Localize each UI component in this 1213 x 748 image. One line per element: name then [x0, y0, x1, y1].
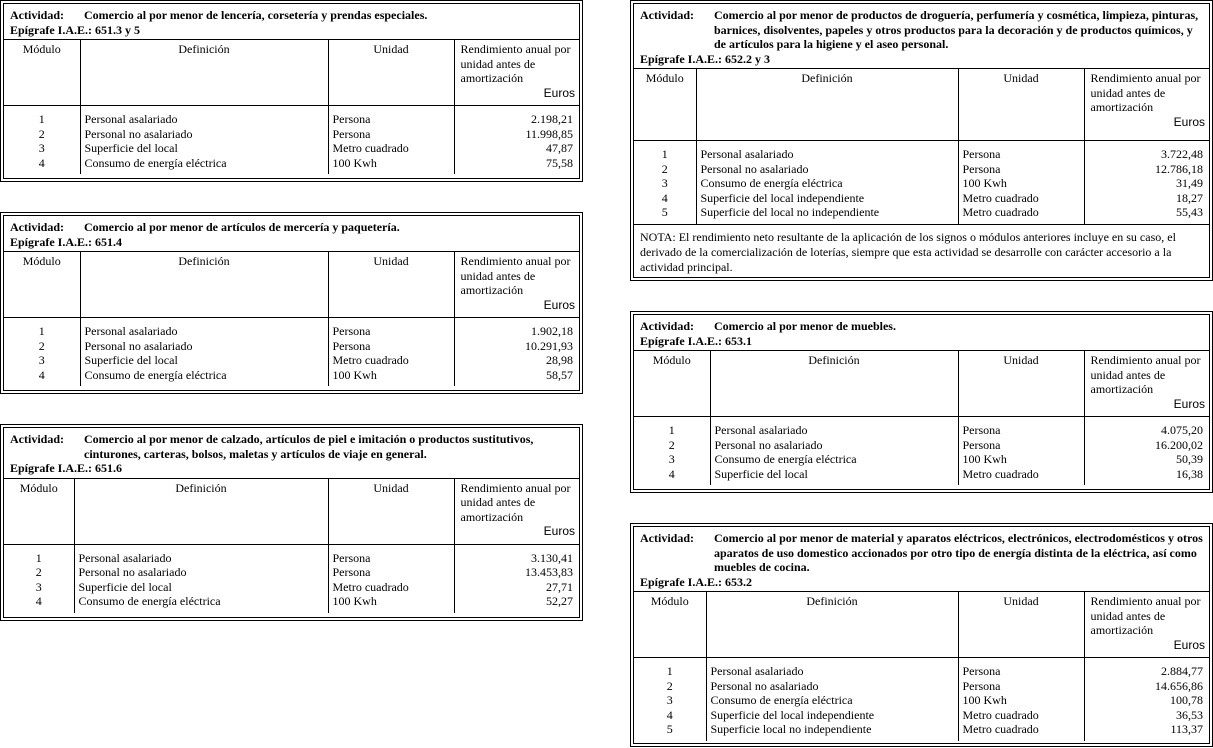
col-definicion: Definición	[74, 478, 328, 544]
table-row	[634, 693, 1209, 708]
table-row	[634, 191, 1209, 206]
table-row	[4, 544, 579, 565]
cell-definicion: Personal asalariado	[80, 106, 328, 127]
cell-definicion: Consumo de energía eléctrica	[710, 452, 958, 467]
actividad-label: Actividad:	[640, 8, 694, 22]
cell-modulo: 3	[35, 579, 42, 594]
table-header	[4, 216, 579, 251]
cell-modulo: 1	[634, 658, 706, 679]
actividad-text: Comercio al por menor de lencería, corsetería y prendas especiales.	[84, 8, 428, 22]
cell-modulo: 1	[634, 417, 710, 438]
cell-valor: 55,43	[1084, 205, 1209, 224]
col-definicion: Definición	[706, 592, 958, 658]
cell-valor: 27,71	[454, 580, 579, 595]
cell-unidad: Persona	[328, 106, 454, 127]
cell-unidad: Persona	[958, 658, 1084, 679]
cell-unidad: Persona	[958, 679, 1084, 694]
cell-valor: 52,27	[454, 594, 579, 613]
cell-unidad: Persona	[958, 162, 1084, 177]
cell-modulo: 2	[35, 565, 42, 579]
table-header	[634, 315, 1209, 350]
col-modulo: Módulo	[634, 351, 710, 417]
cell-definicion: Consumo de energía eléctrica	[696, 176, 958, 191]
nota-text: NOTA: El rendimiento neto resultante de la aplicación de los signos o módulos anteriores incluye en su caso, el derivado de la comercialización de loterías, siempre que esta actividad se desarrolle con carácter accesorio a la actividad principal.	[634, 224, 1209, 279]
table-row	[634, 438, 1209, 453]
cell-definicion: Superficie del local independiente	[706, 708, 958, 723]
cell-unidad: Metro cuadrado	[958, 708, 1084, 723]
cell-unidad: Metro cuadrado	[328, 580, 454, 595]
cell-unidad: 100 Kwh	[958, 176, 1084, 191]
cell-valor: 18,27	[1084, 191, 1209, 206]
actividad-label: Actividad:	[10, 432, 64, 446]
col-definicion: Definición	[710, 351, 958, 417]
cell-definicion: Personal asalariado	[74, 544, 328, 565]
cell-unidad: 100 Kwh	[328, 594, 454, 613]
table-row	[634, 141, 1209, 162]
cell-unidad: 100 Kwh	[328, 368, 454, 387]
cell-modulo: 3	[666, 693, 673, 707]
table-row	[4, 353, 579, 368]
col-modulo: Módulo	[4, 40, 80, 106]
cell-definicion: Personal asalariado	[710, 417, 958, 438]
cell-valor: 58,57	[454, 368, 579, 387]
cell-valor: 3.130,41	[454, 544, 579, 565]
table-row	[634, 176, 1209, 191]
rendimiento-label: Rendimiento anual por unidad antes de amortización	[460, 254, 571, 297]
cell-modulo: 2	[661, 161, 668, 176]
cell-definicion: Personal asalariado	[696, 141, 958, 162]
cell-definicion: Consumo de energía eléctrica	[80, 368, 328, 387]
modules-table	[4, 251, 579, 386]
cell-definicion: Consumo de energía eléctrica	[80, 156, 328, 175]
actividad-label: Actividad:	[10, 220, 64, 234]
table-row	[4, 368, 579, 387]
rendimiento-label: Rendimiento anual por unidad antes de amortización	[1090, 594, 1201, 637]
col-rendimiento	[454, 478, 579, 544]
cell-modulo: 2	[666, 678, 673, 693]
cell-definicion: Superficie local no independiente	[706, 722, 958, 741]
col-rendimiento	[454, 40, 579, 106]
cell-unidad: Persona	[328, 339, 454, 354]
cell-definicion: Consumo de energía eléctrica	[706, 693, 958, 708]
table-row	[634, 162, 1209, 177]
cell-definicion: Personal no asalariado	[710, 438, 958, 453]
module-table	[3, 3, 580, 179]
col-definicion: Definición	[80, 252, 328, 318]
col-rendimiento	[454, 252, 579, 318]
rendimiento-label: Rendimiento anual por unidad antes de amortización	[460, 42, 571, 85]
col-modulo: Módulo	[634, 69, 696, 141]
cell-unidad: Persona	[328, 544, 454, 565]
cell-definicion: Superficie del local	[80, 141, 328, 156]
cell-valor: 31,49	[1084, 176, 1209, 191]
table-header	[4, 4, 579, 39]
cell-definicion: Superficie del local no independiente	[696, 205, 958, 224]
cell-valor: 2.198,21	[454, 106, 579, 127]
epigrafe-value: 653.1	[725, 333, 752, 348]
cell-modulo: 2	[38, 338, 45, 353]
cell-unidad: Persona	[328, 127, 454, 142]
cell-modulo: 1	[4, 544, 74, 565]
epigrafe-value: 652.2 y 3	[725, 51, 770, 66]
cell-modulo: 4	[668, 466, 675, 481]
actividad-label: Actividad:	[10, 8, 64, 22]
epigrafe-label: Epígrafe I.A.E.:	[640, 333, 722, 348]
table-row	[634, 205, 1209, 224]
cell-modulo: 3	[38, 353, 45, 367]
table-row	[634, 452, 1209, 467]
cell-valor: 16,38	[1084, 467, 1209, 486]
cell-unidad: Persona	[958, 438, 1084, 453]
euros-label: Euros	[1173, 396, 1205, 411]
cell-definicion: Personal no asalariado	[80, 127, 328, 142]
cell-valor: 12.786,18	[1084, 162, 1209, 177]
table-row	[4, 318, 579, 339]
module-table	[633, 3, 1210, 278]
col-modulo: Módulo	[4, 478, 74, 544]
epigrafe-value: 651.4	[95, 234, 122, 249]
cell-valor: 75,58	[454, 156, 579, 175]
cell-modulo: 3	[38, 141, 45, 155]
col-definicion: Definición	[696, 69, 958, 141]
epigrafe-label: Epígrafe I.A.E.:	[10, 461, 92, 475]
cell-definicion: Personal no asalariado	[696, 162, 958, 177]
table-header	[634, 4, 1209, 68]
cell-valor: 50,39	[1084, 452, 1209, 467]
cell-unidad: Metro cuadrado	[328, 141, 454, 156]
epigrafe-value: 651.3 y 5	[95, 22, 140, 37]
cell-unidad: Metro cuadrado	[328, 353, 454, 368]
table-row	[634, 417, 1209, 438]
cell-valor: 1.902,18	[454, 318, 579, 339]
modules-table	[4, 39, 579, 174]
cell-valor: 36,53	[1084, 708, 1209, 723]
cell-unidad: Persona	[328, 565, 454, 580]
table-row	[4, 339, 579, 354]
col-unidad: Unidad	[958, 592, 1084, 658]
euros-label: Euros	[543, 524, 575, 538]
table-row	[4, 127, 579, 142]
cell-modulo: 1	[4, 318, 80, 339]
epigrafe-label: Epígrafe I.A.E.:	[10, 22, 92, 37]
cell-unidad: Persona	[328, 318, 454, 339]
cell-modulo: 4	[35, 594, 42, 608]
cell-valor: 47,87	[454, 141, 579, 156]
euros-label: Euros	[1173, 114, 1205, 129]
cell-modulo: 5	[666, 722, 673, 736]
cell-valor: 2.884,77	[1084, 658, 1209, 679]
cell-valor: 28,98	[454, 353, 579, 368]
module-table	[633, 314, 1210, 490]
table-row	[4, 156, 579, 175]
table-row	[4, 565, 579, 580]
cell-unidad: 100 Kwh	[958, 452, 1084, 467]
modules-table	[634, 350, 1209, 485]
col-rendimiento	[1084, 69, 1209, 141]
table-header	[634, 527, 1209, 591]
table-row	[4, 594, 579, 613]
cell-valor: 10.291,93	[454, 339, 579, 354]
table-row	[634, 722, 1209, 741]
table-row	[634, 467, 1209, 486]
col-unidad: Unidad	[958, 351, 1084, 417]
euros-label: Euros	[1173, 637, 1205, 652]
epigrafe-label: Epígrafe I.A.E.:	[640, 51, 722, 66]
cell-definicion: Personal asalariado	[706, 658, 958, 679]
table-row	[634, 708, 1209, 723]
cell-valor: 11.998,85	[454, 127, 579, 142]
epigrafe-value: 651.6	[95, 461, 122, 475]
cell-valor: 3.722,48	[1084, 141, 1209, 162]
cell-valor: 113,37	[1084, 722, 1209, 741]
cell-unidad: 100 Kwh	[328, 156, 454, 175]
table-row	[4, 580, 579, 595]
actividad-text: Comercio al por menor de artículos de mercería y paquetería.	[84, 220, 400, 234]
epigrafe-label: Epígrafe I.A.E.:	[10, 234, 92, 249]
cell-modulo: 4	[38, 367, 45, 382]
col-modulo: Módulo	[4, 252, 80, 318]
cell-definicion: Personal no asalariado	[74, 565, 328, 580]
actividad-label: Actividad:	[640, 531, 694, 545]
actividad-label: Actividad:	[640, 319, 694, 333]
col-unidad: Unidad	[328, 478, 454, 544]
cell-unidad: Metro cuadrado	[958, 722, 1084, 741]
cell-modulo: 5	[661, 205, 668, 219]
cell-valor: 100,78	[1084, 693, 1209, 708]
cell-modulo: 2	[38, 126, 45, 141]
cell-definicion: Consumo de energía eléctrica	[74, 594, 328, 613]
cell-modulo: 3	[661, 176, 668, 190]
col-unidad: Unidad	[958, 69, 1084, 141]
cell-unidad: Persona	[958, 417, 1084, 438]
col-unidad: Unidad	[328, 40, 454, 106]
module-table	[3, 427, 580, 618]
cell-unidad: Metro cuadrado	[958, 191, 1084, 206]
cell-unidad: Persona	[958, 141, 1084, 162]
rendimiento-label: Rendimiento anual por unidad antes de amortización	[460, 480, 571, 524]
table-row	[4, 141, 579, 156]
cell-modulo: 4	[38, 155, 45, 170]
modules-table	[634, 591, 1209, 741]
cell-definicion: Personal asalariado	[80, 318, 328, 339]
cell-definicion: Superficie del local	[74, 580, 328, 595]
cell-unidad: 100 Kwh	[958, 693, 1084, 708]
col-definicion: Definición	[80, 40, 328, 106]
cell-modulo: 1	[634, 141, 696, 162]
cell-definicion: Personal no asalariado	[706, 679, 958, 694]
cell-definicion: Superficie del local	[80, 353, 328, 368]
cell-modulo: 1	[4, 106, 80, 127]
cell-valor: 14.656,86	[1084, 679, 1209, 694]
actividad-text: Comercio al por menor de calzado, artículos de piel e imitación o productos sustitutivos, cinturones, carteras, bolsos, maletas y artículos de viaje en general.	[84, 432, 534, 461]
euros-label: Euros	[543, 297, 575, 312]
modules-table	[4, 478, 579, 613]
euros-label: Euros	[543, 85, 575, 100]
cell-unidad: Metro cuadrado	[958, 205, 1084, 224]
actividad-text: Comercio al por menor de productos de droguería, perfumería y cosmética, limpieza, pinturas, barnices, disolventes, papeles y otros productos para la decoración y de productos químicos, y de artículos para la higiene y el aseo personal.	[714, 8, 1199, 51]
col-rendimiento	[1084, 592, 1209, 658]
table-row	[634, 679, 1209, 694]
table-row	[4, 106, 579, 127]
actividad-text: Comercio al por menor de material y aparatos eléctricos, electrónicos, electrodomésticos y otros aparatos de uso domestico accionados por otro tipo de energía distinta de la eléctrica, así como muebles de cocina.	[714, 531, 1203, 574]
modules-table	[634, 68, 1209, 224]
cell-definicion: Superficie del local	[710, 467, 958, 486]
cell-modulo: 4	[666, 707, 673, 722]
module-table	[633, 526, 1210, 744]
rendimiento-label: Rendimiento anual por unidad antes de amortización	[1090, 353, 1201, 396]
actividad-text: Comercio al por menor de muebles.	[714, 319, 896, 333]
cell-definicion: Superficie del local independiente	[696, 191, 958, 206]
cell-modulo: 4	[661, 190, 668, 205]
epigrafe-value: 653.2	[725, 574, 752, 589]
cell-definicion: Personal no asalariado	[80, 339, 328, 354]
cell-unidad: Metro cuadrado	[958, 467, 1084, 486]
epigrafe-label: Epígrafe I.A.E.:	[640, 574, 722, 589]
rendimiento-label: Rendimiento anual por unidad antes de amortización	[1090, 71, 1201, 114]
cell-modulo: 2	[668, 437, 675, 452]
module-table	[3, 215, 580, 391]
col-unidad: Unidad	[328, 252, 454, 318]
col-modulo: Módulo	[634, 592, 706, 658]
table-header	[4, 428, 579, 478]
cell-valor: 16.200,02	[1084, 438, 1209, 453]
table-row	[634, 658, 1209, 679]
cell-valor: 4.075,20	[1084, 417, 1209, 438]
cell-valor: 13.453,83	[454, 565, 579, 580]
col-rendimiento	[1084, 351, 1209, 417]
cell-modulo: 3	[668, 452, 675, 466]
